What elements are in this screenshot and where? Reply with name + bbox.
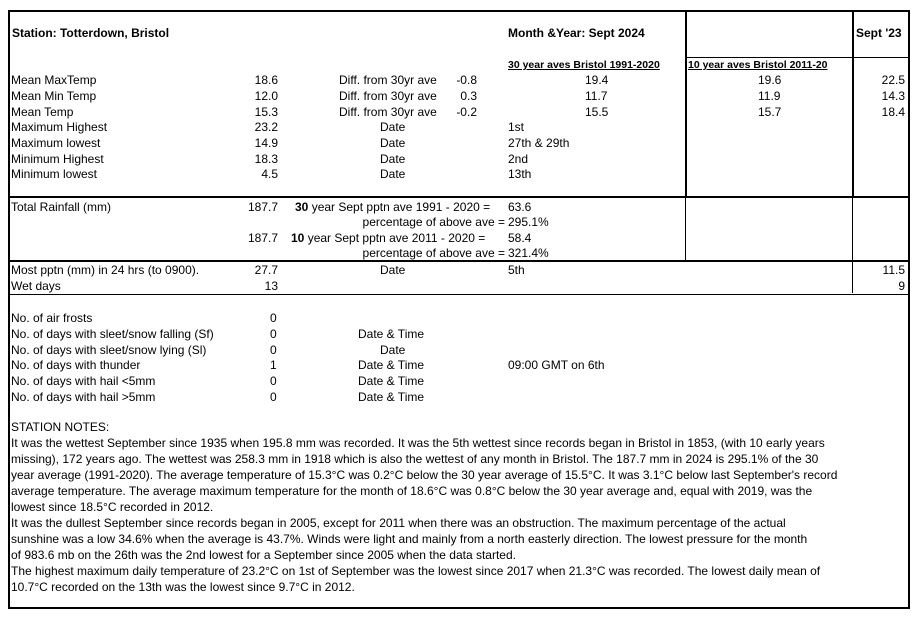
most-pptn-prev: 11.5: [882, 263, 905, 277]
temp-prev: 22.5: [881, 73, 905, 87]
frame-left: [8, 10, 10, 609]
event-label: No. of days with hail >5mm: [11, 390, 156, 404]
event-date: 09:00 GMT on 6th: [508, 358, 605, 372]
temp-diff-label: Diff. from 30yr ave: [339, 73, 437, 87]
temp-value: 12.0: [254, 89, 278, 103]
notes-line: year average (1991-2020). The average temperature of 15.3°C was 0.2°C below the 30 year average of 15.5°C. It was 3.1°C below last September's record: [11, 468, 838, 482]
notes-line: lowest since 18.5°C recorded in 2012.: [11, 500, 214, 514]
temp-label: Mean Min Temp: [11, 89, 97, 103]
temp-value: 18.6: [254, 73, 278, 87]
event-label: No. of days with hail <5mm: [11, 374, 156, 388]
divider-prev-left-lower: [852, 198, 853, 260]
notes-line: sunshine was a low 34.6% when the average is 43.7%. Winds were light and mainly from a north easterly direction. The lowest pressure for the month: [11, 532, 808, 546]
temp-ave10: 19.6: [758, 73, 782, 87]
extreme-date: 1st: [508, 120, 525, 134]
extreme-date-label: Date: [380, 120, 406, 134]
event-date-label: Date & Time: [358, 327, 425, 341]
rainfall-ave30-years: 30: [295, 200, 309, 214]
event-label: No. of days with thunder: [11, 358, 141, 372]
divider-ave10-left: [685, 10, 687, 198]
rainfall-ave10-line: [291, 231, 485, 245]
event-value: 0: [270, 311, 277, 325]
temp-prev: 18.4: [881, 105, 905, 119]
extreme-date: 27th & 29th: [508, 136, 570, 150]
extreme-date: 2nd: [508, 152, 529, 166]
temp-label: Mean MaxTemp: [11, 73, 97, 87]
event-value: 0: [270, 374, 277, 388]
event-label: No. of days with sleet/snow falling (Sf): [11, 327, 214, 341]
rain-top-line: [8, 196, 910, 198]
temp-ave10: 11.9: [758, 89, 781, 103]
temp-value: 15.3: [254, 105, 278, 119]
wet-days-prev: 9: [898, 279, 905, 293]
rainfall-pct: 295.1%: [508, 215, 549, 229]
extreme-date-label: Date: [380, 136, 406, 150]
frame-bottom: [8, 607, 910, 609]
rainfall-ave30: 63.6: [508, 200, 532, 214]
event-value: 0: [270, 390, 277, 404]
temp-ave10: 15.7: [758, 105, 782, 119]
notes-line: average temperature. The average maximum temperature for the month of 18.6°C was 0.8°C below the 30 year average and, equal with 2019, was the: [11, 484, 813, 498]
wet-bottom-line: [8, 294, 910, 295]
rainfall-ave10-text: year Sept pptn ave 2011 - 2020 =: [304, 231, 486, 245]
frame-top: [8, 10, 910, 12]
event-date-label: Date: [380, 343, 406, 357]
rainfall-pct: 321.4%: [508, 246, 549, 260]
rainfall-value: 187.7: [247, 231, 278, 245]
frame-right: [908, 10, 910, 609]
temp-label: Mean Temp: [11, 105, 74, 119]
most-pptn-value: 27.7: [254, 263, 278, 277]
wet-days-value: 13: [264, 279, 278, 293]
event-value: 0: [270, 327, 277, 341]
temp-prev: 14.3: [881, 89, 905, 103]
extreme-date: 13th: [508, 167, 532, 181]
temp-diff-label: Diff. from 30yr ave: [339, 105, 437, 119]
extreme-value: 4.5: [261, 167, 278, 181]
event-label: No. of air frosts: [11, 311, 93, 325]
prev-year-heading: Sept '23: [856, 26, 902, 40]
extreme-value: 18.3: [254, 152, 278, 166]
temp-ave30: 15.5: [585, 105, 609, 119]
extreme-label: Minimum Highest: [11, 152, 104, 166]
notes-line: missing), 172 years ago. The wettest was 258.3 mm in 1918 which is also the wettest of any month in Bristol. The 187.7 mm in 2024 is 295.1% of the 30: [11, 452, 819, 466]
rain-bottom-line: [8, 260, 910, 262]
event-label: No. of days with sleet/snow lying (Sl): [11, 343, 207, 357]
extreme-date-label: Date: [380, 152, 406, 166]
ave30-heading: 30 year aves Bristol 1991-2020: [508, 59, 660, 71]
rainfall-ave30-text: year Sept pptn ave 1991 - 2020 =: [308, 200, 491, 214]
rainfall-ave10-years: 10: [291, 231, 305, 245]
extreme-label: Maximum lowest: [11, 136, 101, 150]
station-name: Station: Totterdown, Bristol: [12, 26, 170, 40]
temp-diff-label: Diff. from 30yr ave: [339, 89, 437, 103]
extreme-label: Minimum lowest: [11, 167, 98, 181]
notes-line: 10.7°C recorded on the 13th was the lowest since 9.7°C in 2012.: [11, 580, 355, 594]
notes-line: It was the dullest September since records began in 2005, except for 2011 when there was an obstruction. The maximum percentage of the actual: [11, 516, 786, 530]
divider-prev-left-wet: [852, 262, 853, 293]
event-date-label: Date & Time: [358, 374, 425, 388]
temp-ave30: 19.4: [585, 73, 609, 87]
notes-heading: STATION NOTES:: [11, 420, 110, 434]
extreme-value: 14.9: [254, 136, 278, 150]
temp-diff: 0.3: [460, 89, 477, 103]
notes-line: of 983.6 mb on the 26th was the 2nd lowest for a September since 2005 when the data started.: [11, 548, 516, 562]
ave10-heading: 10 year aves Bristol 2011-20: [688, 59, 828, 71]
rainfall-pct-label: percentage of above ave =: [362, 246, 505, 260]
header-separator-prev: [853, 57, 908, 58]
station-notes: [11, 419, 906, 595]
divider-prev-left: [852, 10, 854, 198]
most-pptn-date: 5th: [508, 263, 525, 277]
rainfall-label: Total Rainfall (mm): [11, 200, 112, 214]
notes-line: The highest maximum daily temperature of 23.2°C on 1st of September was the lowest since 2017 when 21.3°C was recorded. The lowest daily mean of: [11, 564, 821, 578]
extreme-label: Maximum Highest: [11, 120, 108, 134]
event-date-label: Date & Time: [358, 390, 425, 404]
rainfall-ave10: 58.4: [508, 231, 532, 245]
extreme-value: 23.2: [254, 120, 278, 134]
temp-diff: -0.8: [456, 73, 477, 87]
most-pptn-date-label: Date: [380, 263, 406, 277]
most-pptn-label: Most pptn (mm) in 24 hrs (to 0900).: [11, 263, 200, 277]
temp-diff: -0.2: [456, 105, 477, 119]
divider-ave10-left-lower: [685, 198, 686, 260]
wet-days-label: Wet days: [11, 279, 61, 293]
rainfall-value: 187.7: [247, 200, 278, 214]
rainfall-pct-label: percentage of above ave =: [362, 215, 505, 229]
temp-ave30: 11.7: [585, 89, 608, 103]
rainfall-ave30-line: [295, 200, 490, 214]
notes-line: It was the wettest September since 1935 when 195.8 mm was recorded. It was the 5th wettest since records began in Bristol in 1853, (with 10 early years: [11, 436, 825, 450]
extreme-date-label: Date: [380, 167, 406, 181]
event-date-label: Date & Time: [358, 358, 425, 372]
month-year: Month &Year: Sept 2024: [508, 26, 645, 40]
event-value: 0: [270, 343, 277, 357]
event-value: 1: [270, 358, 277, 372]
